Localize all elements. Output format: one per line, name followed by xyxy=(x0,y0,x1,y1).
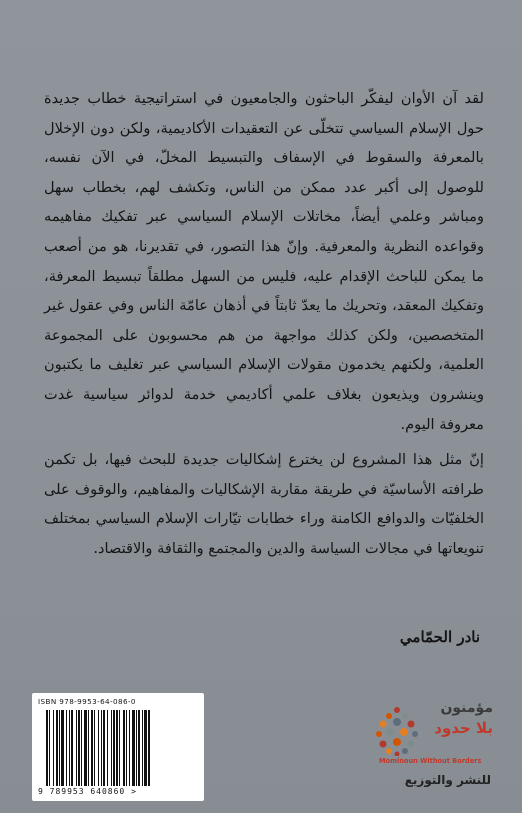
emblem-dot xyxy=(400,728,408,736)
author-name: نادر الحمّامي xyxy=(399,628,480,646)
barcode-bar xyxy=(103,710,105,786)
barcode-bar xyxy=(91,710,93,786)
barcode-bar xyxy=(88,710,89,786)
barcode-bar xyxy=(119,710,120,786)
publisher-name-ar-line1: مؤمنون xyxy=(440,700,493,716)
barcode-bar xyxy=(138,710,140,786)
emblem-dot xyxy=(386,748,392,754)
emblem-dot xyxy=(380,721,387,728)
barcode-bar xyxy=(46,710,48,786)
barcode-bar xyxy=(101,710,102,786)
isbn-label: ISBN 978-9953-64-086-0 xyxy=(38,697,136,706)
emblem-dot xyxy=(408,741,415,748)
barcode-bar xyxy=(111,710,112,786)
publisher-emblem-icon xyxy=(375,706,419,756)
barcode-bar xyxy=(94,710,95,786)
barcode-bar xyxy=(61,710,64,786)
emblem-dot xyxy=(402,748,408,754)
blurb-text xyxy=(44,84,484,564)
barcode-bar xyxy=(78,710,80,786)
barcode-bar xyxy=(148,710,150,786)
barcode-digits: 9 789953 640860 > xyxy=(38,787,137,796)
blurb-paragraph: إنّ مثل هذا المشروع لن يخترع إشكاليات جديدة للبحث فيها، بل تكمن طرافته الأساسيّة في طريقة مقاربة الإشكاليات والمفاهيم، والوقوف على الخلفيّات والدوافع الكامنة وراء خطابات تيّارات الإسلام السياسي بمختلف تنويعاتها في مجالات السياسة والدين والمجتمع والثقافة والاقتصاد. xyxy=(44,451,484,557)
barcode-bar xyxy=(144,710,147,786)
barcode-bar xyxy=(69,710,70,786)
emblem-dot xyxy=(386,713,392,719)
barcode-bar xyxy=(81,710,82,786)
barcode-bar xyxy=(71,710,73,786)
emblem-dot xyxy=(408,721,415,728)
barcode-bar xyxy=(126,710,127,786)
blurb-paragraph: لقد آن الأوان ليفكّر الباحثون والجامعيون في استراتيجية خطاب جديدة حول الإسلام السياسي تتخلّى عن التعقيدات الأكاديمية، ولكن دون الإخلال بالمعرفة والسقوط في الإسفاف والتبسيط المخلّ، في الآن نفسه، للوصول إلى أكبر عدد ممكن من الناس، وتكشف لهم، بخطاب سهل ومباشر وعلمي أيضاً، مخاتلات الإسلام السياسي عبر تفكيك مفاهيمه وقواعده النظرية والمعرفية. وإنّ هذا التصور، في تقديرنا، هو من أصعب ما يمكن للباحث الإقدام عليه، فليس من السهل مطلقاً تبسيط المعرفة، وتفكيك المعقد، وتحريك ما يعدّ ثابتاً في أذهان عامّة الناس وفي عقول غير المتخصصين، ولكن كذلك مواجهة من هم محسوبون على المجموعة العلمية، ولكنهم يخدمون مقولات الإسلام السياسي عبر تغليف ما يكتبون وينشرون ويذيعون بغلاف علمي أكاديمي خدمة لدوائر سياسية غدت معروفة اليوم. xyxy=(44,90,484,433)
emblem-dot xyxy=(386,728,394,736)
barcode-bar xyxy=(142,710,143,786)
barcode-bar xyxy=(98,710,99,786)
barcode-bars xyxy=(46,710,196,786)
barcode-bar xyxy=(76,710,77,786)
barcode-bar xyxy=(53,710,54,786)
barcode-bar xyxy=(107,710,108,786)
barcode-bar xyxy=(116,710,118,786)
emblem-dot xyxy=(402,713,408,719)
emblem-dot xyxy=(395,752,400,757)
emblem-dot xyxy=(393,718,401,726)
publisher-name-ar-line2: بلا حدود xyxy=(434,719,493,737)
publisher-tagline: للنشر والتوزيع xyxy=(404,773,491,787)
barcode-bar xyxy=(59,710,60,786)
publisher-name-en: Mominoun Without Borders xyxy=(379,757,482,765)
barcode-bar xyxy=(136,710,137,786)
emblem-dot xyxy=(412,731,418,737)
barcode-bar xyxy=(66,710,67,786)
barcode-bar xyxy=(132,710,135,786)
barcode-bar xyxy=(49,710,50,786)
emblem-dot xyxy=(380,741,387,748)
emblem-dot xyxy=(394,707,400,713)
emblem-dot xyxy=(376,731,382,737)
barcode-area xyxy=(32,693,204,801)
barcode-bar xyxy=(123,710,125,786)
barcode-bar xyxy=(129,710,130,786)
emblem-dot xyxy=(393,738,401,746)
barcode-bar xyxy=(84,710,87,786)
barcode-bar xyxy=(113,710,115,786)
publisher-logo xyxy=(375,700,495,800)
barcode-bar xyxy=(56,710,58,786)
